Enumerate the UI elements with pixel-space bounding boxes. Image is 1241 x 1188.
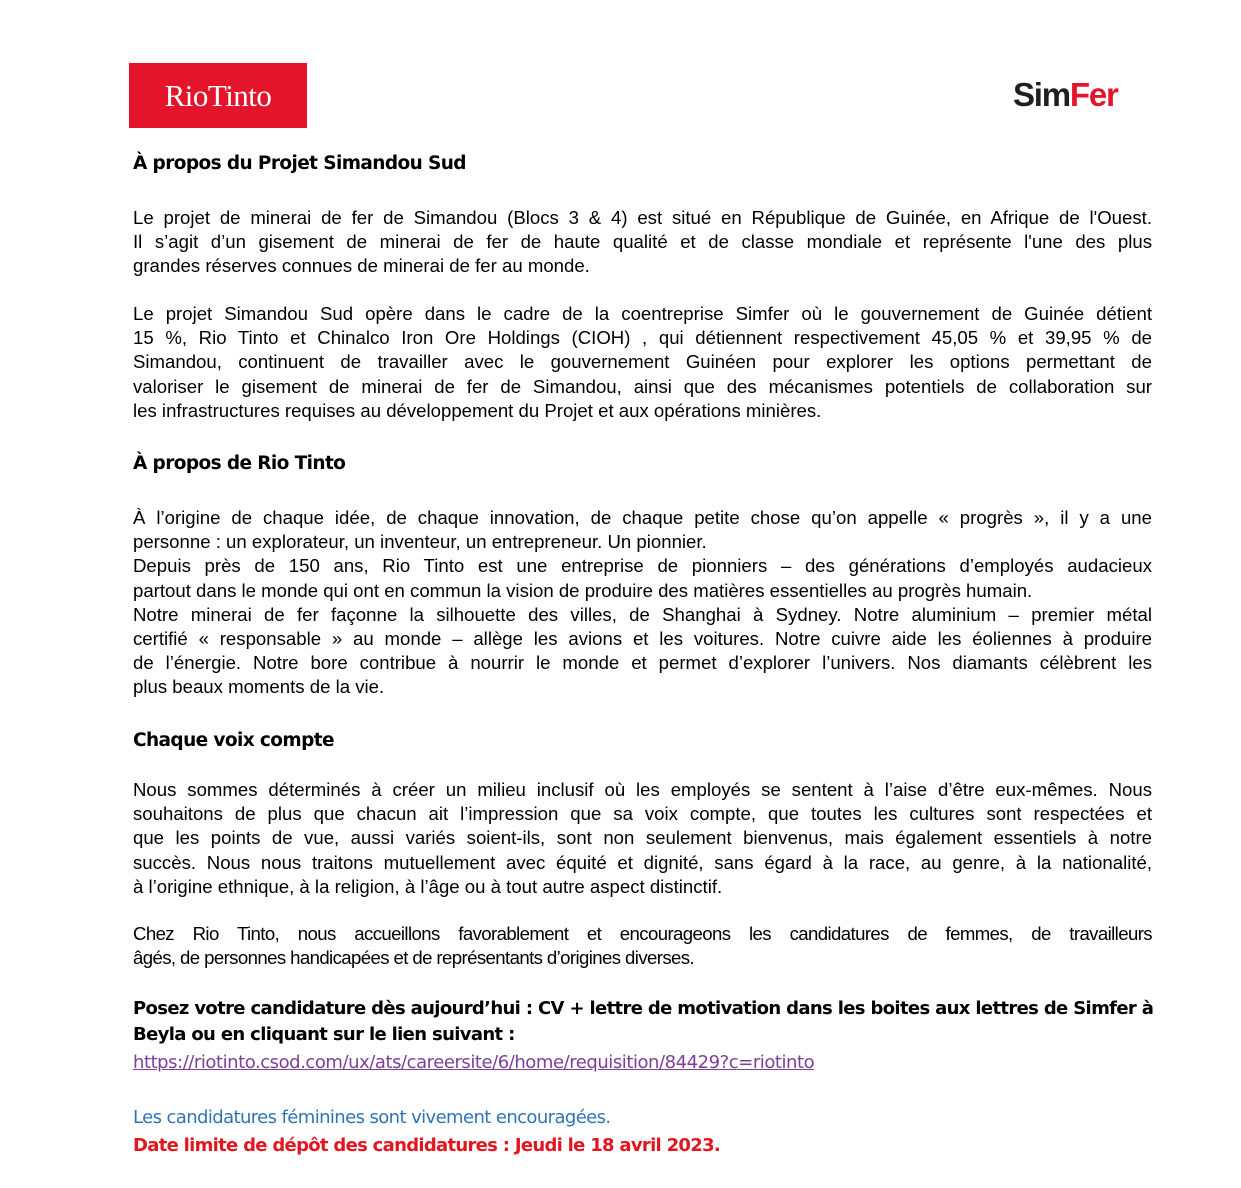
deadline-note: Date limite de dépôt des candidatures : Jeudi le 18 avril 2023. bbox=[133, 1135, 721, 1156]
simfer-logo-sim: Sim bbox=[1013, 76, 1070, 113]
rio-tinto-logo bbox=[129, 63, 307, 128]
paragraph-inclusion bbox=[133, 778, 1152, 899]
text-line: valoriser le gisement de minerai de fer de Simandou, ainsi que des mécanismes potentiels de collaboration sur bbox=[133, 375, 1152, 397]
simfer-logo-fer: Fer bbox=[1069, 76, 1118, 113]
text-line: Le projet Simandou Sud opère dans le cadre de la coentreprise Simfer où le gouvernement de Guinée détient bbox=[133, 303, 1152, 324]
text-line: grandes réserves connues de minerai de fer au monde. bbox=[133, 255, 590, 277]
text-line: Chez Rio Tinto, nous accueillons favorablement et encourageons les candidatures de femmes, de travailleurs bbox=[133, 923, 1152, 944]
apply-instructions bbox=[133, 996, 1153, 1048]
text-line: personne : un explorateur, un inventeur, un entrepreneur. Un pionnier. bbox=[133, 531, 707, 553]
section-heading-simandou: À propos du Projet Simandou Sud bbox=[133, 153, 466, 174]
text-line: Depuis près de 150 ans, Rio Tinto est une entreprise de pionniers – des générations d’employés audacieux bbox=[133, 555, 1152, 577]
text-line: certifié « responsable » au monde – allège les avions et les voitures. Notre cuivre aide les éoliennes à produire bbox=[133, 628, 1152, 650]
paragraph-simandou-intro bbox=[133, 206, 1152, 279]
text-line: souhaitons de plus que chacun ait l’impression que sa voix compte, que toutes les cultures sont respectées et bbox=[133, 803, 1152, 825]
text-line: les infrastructures requises au développement du Projet et aux opérations minières. bbox=[133, 399, 822, 421]
text-line: âgés, de personnes handicapées et de représentants d’origines diverses. bbox=[133, 947, 695, 969]
rio-tinto-logo-text: RioTinto bbox=[164, 77, 272, 113]
paragraph-diversity bbox=[133, 922, 1152, 970]
text-line: Nous sommes déterminés à créer un milieu inclusif où les employés se sentent à l’aise d’être eux-mêmes. Nous bbox=[133, 779, 1152, 800]
application-link[interactable]: https://riotinto.csod.com/ux/ats/careersite/6/home/requisition/84429?c=riotinto bbox=[133, 1052, 815, 1073]
text-line: de l’énergie. Notre bore contribue à nourrir le monde et permet d’explorer l’univers. Nos diamants célèbrent les bbox=[133, 652, 1152, 674]
simfer-logo bbox=[1013, 75, 1118, 115]
text-line: Le projet de minerai de fer de Simandou (Blocs 3 & 4) est situé en République de Guinée, en Afrique de l'Ouest. bbox=[133, 207, 1152, 228]
paragraph-simandou-jv bbox=[133, 302, 1152, 423]
section-heading-rio-tinto: À propos de Rio Tinto bbox=[133, 453, 346, 474]
text-line: 15 %, Rio Tinto et Chinalco Iron Ore Holdings (CIOH) , qui détiennent respectivement 45,05 % et 39,95 % de bbox=[133, 327, 1152, 349]
text-line: Beyla ou en cliquant sur le lien suivant : bbox=[133, 1024, 515, 1045]
text-line: Notre minerai de fer façonne la silhouette des villes, de Shanghai à Sydney. Notre aluminium – premier métal bbox=[133, 603, 1152, 625]
text-line: Posez votre candidature dès aujourd’hui : CV + lettre de motivation dans les boites aux lettres de Simfer à bbox=[133, 998, 1154, 1019]
paragraph-rio-tinto-about bbox=[133, 506, 1152, 700]
women-encouraged-note: Les candidatures féminines sont vivement encouragées. bbox=[133, 1107, 611, 1128]
text-line: plus beaux moments de la vie. bbox=[133, 676, 385, 698]
text-line: Simandou, continuent de travailler avec le gouvernement Guinéen pour explorer les options permettant de bbox=[133, 351, 1152, 373]
text-line: Il s’agit d’un gisement de minerai de fer de haute qualité et de classe mondiale et représente l'une des plus bbox=[133, 231, 1152, 253]
text-line: partout dans le monde qui ont en commun la vision de produire des matières essentielles au progrès humain. bbox=[133, 579, 1033, 601]
text-line: succès. Nous nous traitons mutuellement avec équité et dignité, sans égard à la race, au genre, à la nationalité, bbox=[133, 851, 1152, 873]
text-line: À l’origine de chaque idée, de chaque innovation, de chaque petite chose qu’on appelle « progrès », il y a une bbox=[133, 507, 1152, 528]
section-heading-chaque-voix: Chaque voix compte bbox=[133, 730, 334, 751]
text-line: que les points de vue, aussi variés soient-ils, sont non seulement bienvenus, mais également essentiels à notre bbox=[133, 827, 1152, 849]
text-line: à l’origine ethnique, à la religion, à l’âge ou à tout autre aspect distinctif. bbox=[133, 875, 723, 897]
